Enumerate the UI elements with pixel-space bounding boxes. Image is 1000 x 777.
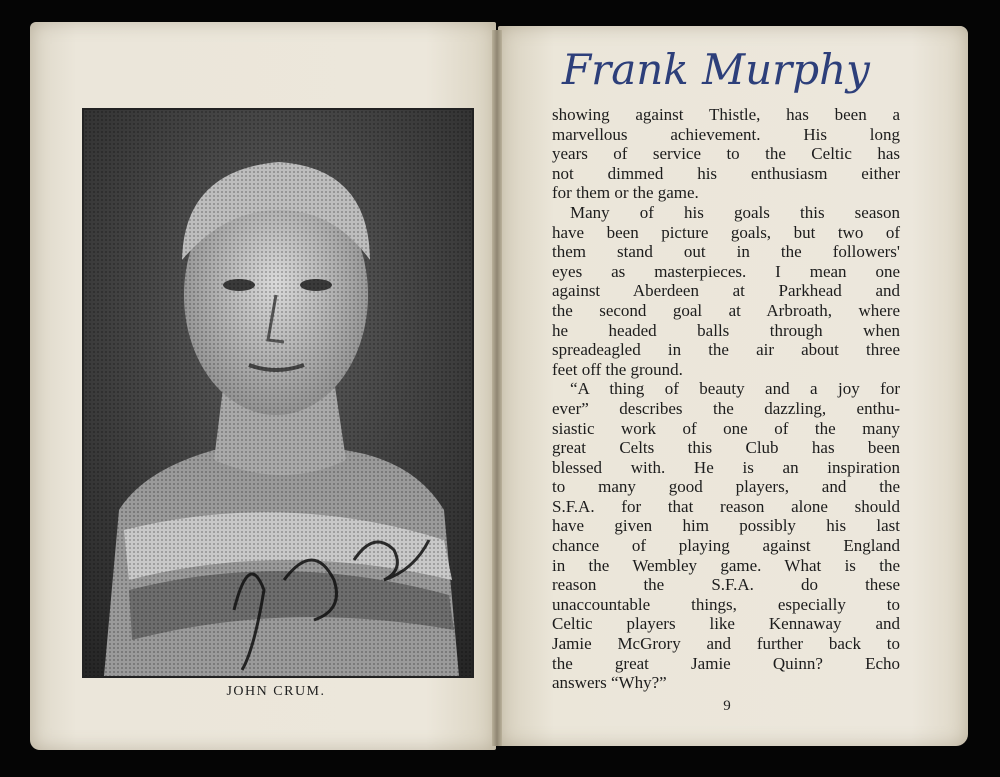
book-spine xyxy=(492,30,502,746)
text-line: chance of playing against England xyxy=(552,536,900,556)
text-line: in the Wembley game. What is the xyxy=(552,555,900,575)
text-line: siastic work of one of the many xyxy=(552,418,900,438)
text-line: ever” describes the dazzling, enthu- xyxy=(552,398,900,418)
text-line: to many good players, and the xyxy=(552,477,900,497)
svg-text:Frank Murphy: Frank Murphy xyxy=(562,45,870,94)
text-line: blessed with. He is an inspiration xyxy=(552,457,900,477)
text-line: have been picture goals, but two of xyxy=(552,222,900,242)
text-line: reason the S.F.A. do these xyxy=(552,575,900,595)
text-line: not dimmed his enthusiasm either xyxy=(552,163,900,183)
text-line: Many of his goals this season xyxy=(570,202,900,222)
text-line: unaccountable things, especially to xyxy=(552,594,900,614)
text-line: the great Jamie Quinn? Echo xyxy=(552,653,900,673)
photo-caption: JOHN CRUM. xyxy=(226,684,326,699)
text-line: them stand out in the followers' xyxy=(552,242,900,262)
text-line: marvellous achievement. His long xyxy=(552,124,900,144)
text-line: the second goal at Arbroath, where xyxy=(552,300,900,320)
handwritten-owner-name xyxy=(558,36,938,106)
text-line: against Aberdeen at Parkhead and xyxy=(552,281,900,301)
text-line: years of service to the Celtic has xyxy=(552,144,900,164)
text-line: feet off the ground. xyxy=(552,359,683,379)
text-line: answers “Why?” xyxy=(552,673,667,693)
article-text xyxy=(552,105,900,693)
text-line: Jamie McGrory and further back to xyxy=(552,634,900,654)
player-portrait-photo xyxy=(82,108,474,678)
text-line: have given him possibly his last xyxy=(552,516,900,536)
text-line: showing against Thistle, has been a xyxy=(552,105,900,124)
text-line: he headed balls through when xyxy=(552,320,900,340)
text-line: “A thing of beauty and a joy for xyxy=(570,379,900,399)
text-line: great Celts this Club has been xyxy=(552,438,900,458)
text-line: S.F.A. for that reason alone should xyxy=(552,496,900,516)
text-line: spreadeagled in the air about three xyxy=(552,340,900,360)
text-line: for them or the game. xyxy=(552,183,699,203)
text-line: Celtic players like Kennaway and xyxy=(552,614,900,634)
page-number: 9 xyxy=(723,698,731,714)
text-line: eyes as masterpieces. I mean one xyxy=(552,261,900,281)
